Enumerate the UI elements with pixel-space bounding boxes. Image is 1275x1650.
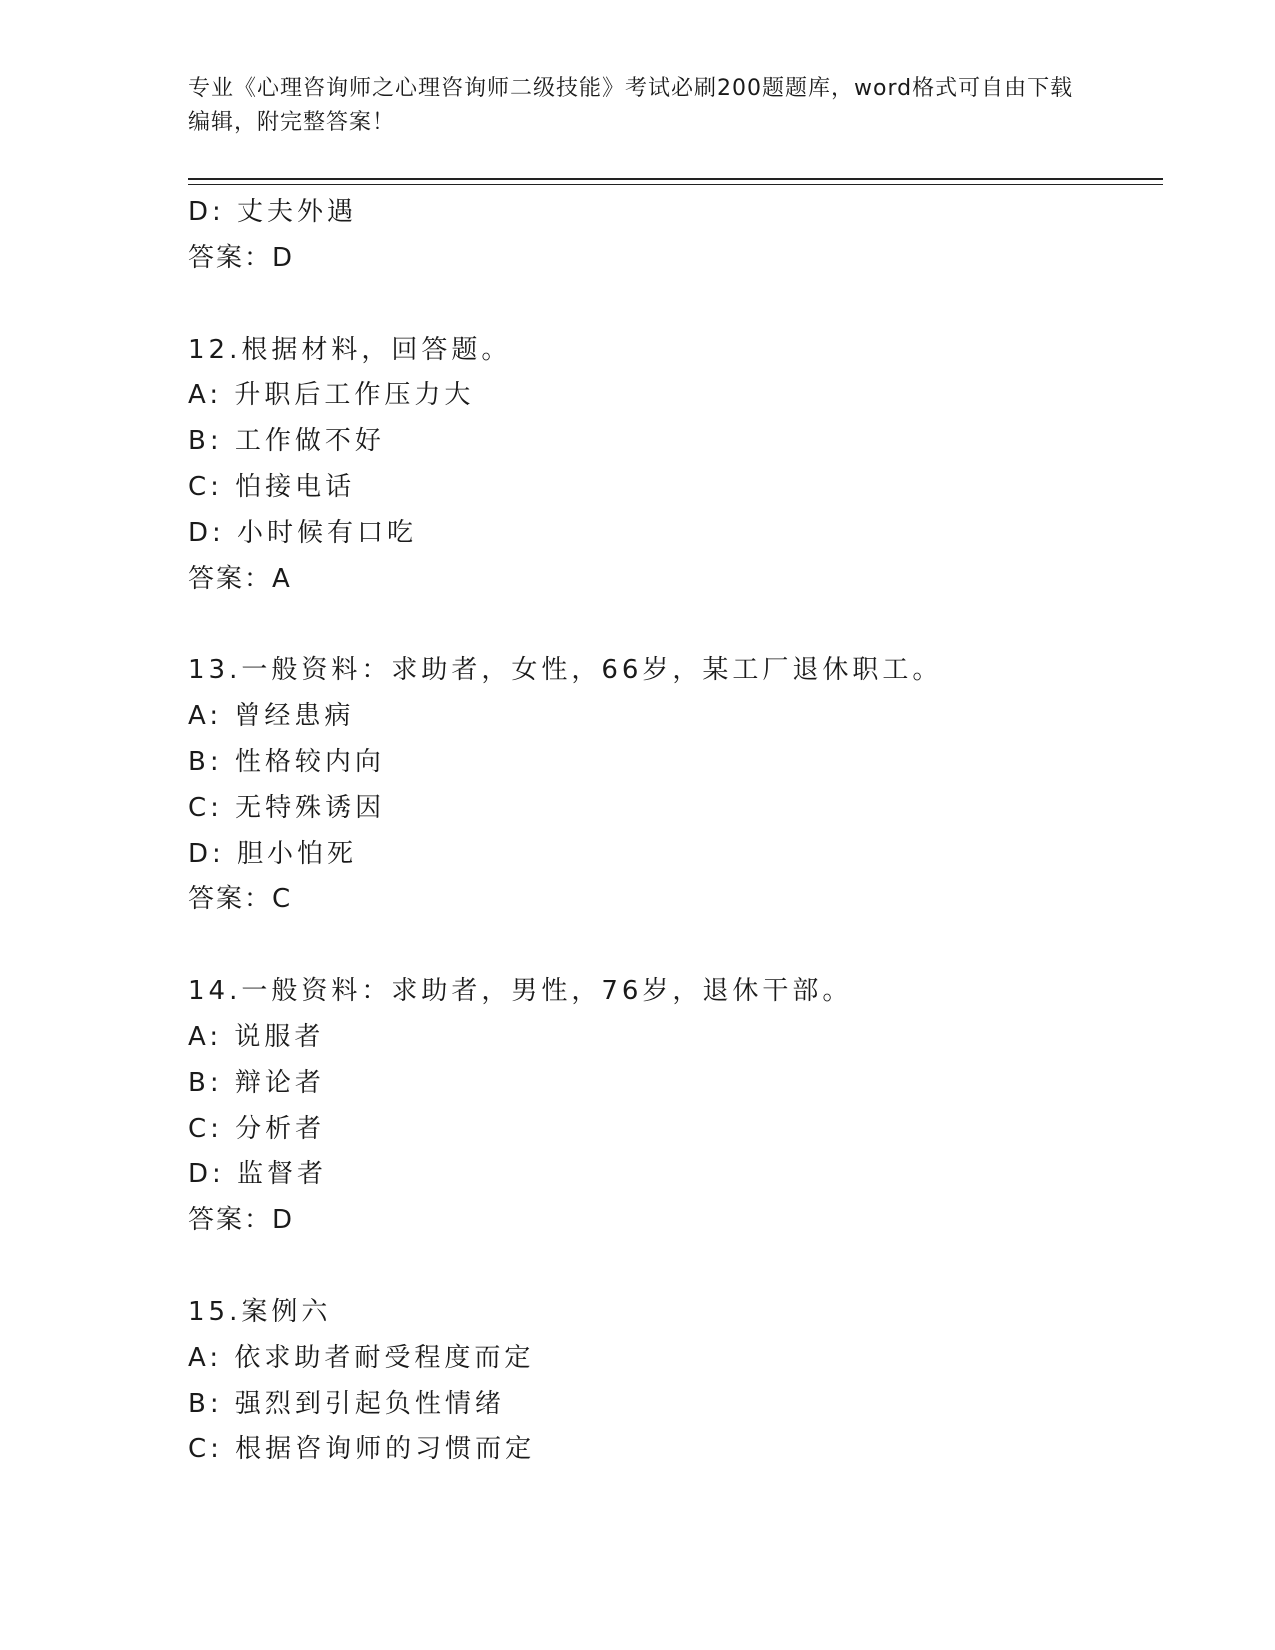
option-c: C: 分析者	[188, 1113, 326, 1144]
header-divider	[188, 178, 1163, 180]
option-c: C: 怕接电话	[188, 471, 356, 502]
option-d: D: 胆小怕死	[188, 838, 358, 869]
question-14-stem: 14.一般资料：求助者，男性，76岁，退休干部。	[188, 976, 853, 1007]
option-a: A: 曾经患病	[188, 701, 355, 732]
option-a: A: 升职后工作压力大	[188, 380, 475, 411]
option-a: A: 说服者	[188, 1021, 325, 1052]
option-b: B: 强烈到引起负性情绪	[188, 1388, 505, 1419]
option-d: D: 监督者	[188, 1159, 328, 1190]
answer-line: 答案：C	[188, 884, 293, 915]
option-b: B: 性格较内向	[188, 746, 385, 777]
question-12-stem: 12.根据材料，回答题。	[188, 334, 512, 365]
header-divider-thin	[188, 184, 1163, 185]
option-d: D: 小时候有口吃	[188, 517, 418, 548]
option-c: C: 根据咨询师的习惯而定	[188, 1434, 536, 1465]
question-list	[188, 190, 1163, 1473]
option-c: C: 无特殊诱因	[188, 792, 386, 823]
document-header: 专业《心理咨询师之心理咨询师二级技能》考试必刷200题题库，word格式可自由下载编辑，附完整答案！	[188, 76, 1074, 135]
answer-line: 答案：A	[188, 563, 292, 594]
option-a: A: 依求助者耐受程度而定	[188, 1342, 535, 1373]
question-15-stem: 15.案例六	[188, 1296, 332, 1327]
question-13-stem: 13.一般资料：求助者，女性，66岁，某工厂退休职工。	[188, 655, 943, 686]
option-b: B: 辩论者	[188, 1067, 325, 1098]
option-d: D: 丈夫外遇	[188, 197, 358, 227]
answer-line: 答案：D	[188, 1205, 295, 1236]
option-b: B: 工作做不好	[188, 426, 385, 457]
answer-line: 答案：D	[188, 242, 295, 273]
